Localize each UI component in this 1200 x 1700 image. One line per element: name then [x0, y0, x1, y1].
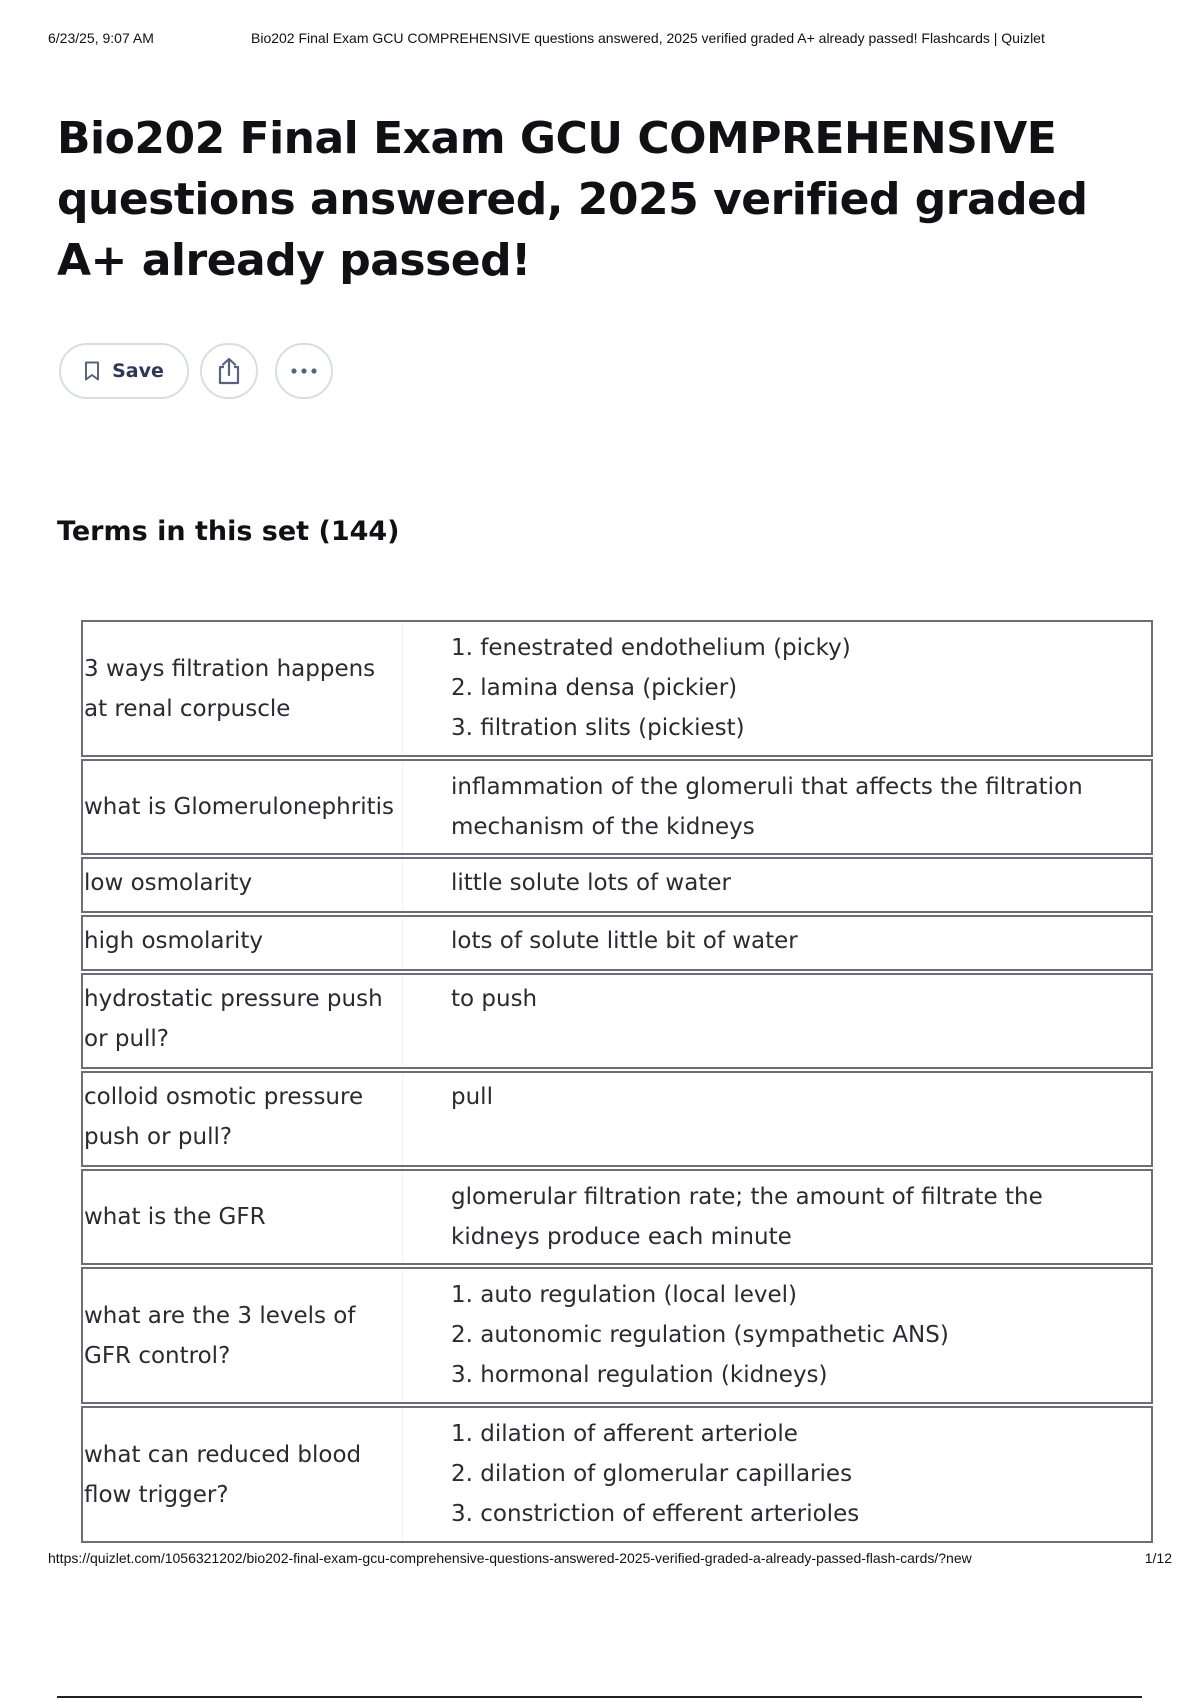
definition-text: little solute lots of water	[451, 870, 731, 896]
print-header	[48, 30, 1172, 50]
more-options-button[interactable]	[275, 343, 333, 399]
term-text: what is the GFR	[83, 1171, 403, 1263]
term-card	[81, 1406, 1153, 1543]
print-doc-title: Bio202 Final Exam GCU COMPREHENSIVE questions answered, 2025 verified graded A+ already passed! Flashcards | Quizlet	[251, 30, 1045, 46]
page-number: 1/12	[1144, 1550, 1172, 1566]
more-options-icon	[290, 367, 318, 375]
term-card	[81, 1071, 1153, 1167]
term-text: high osmolarity	[83, 917, 403, 969]
save-button-label: Save	[112, 360, 164, 382]
definition-text: pull	[451, 1084, 493, 1110]
terms-list	[81, 620, 1153, 1545]
terms-heading: Terms in this set (144)	[57, 516, 400, 547]
save-button[interactable]	[59, 343, 189, 399]
term-text: what is Glomerulonephritis	[83, 761, 403, 853]
page-title: Bio202 Final Exam GCU COMPREHENSIVE questions answered, 2025 verified graded A+ already passed!	[57, 113, 1088, 286]
definition-text: 1. fenestrated endothelium (picky) 2. lamina densa (pickier) 3. filtration slits (pickiest)	[451, 635, 851, 741]
term-text: what can reduced blood flow trigger?	[83, 1408, 403, 1541]
definition-text: inflammation of the glomeruli that affects the filtration mechanism of the kidneys	[451, 774, 1083, 840]
term-text: low osmolarity	[83, 859, 403, 911]
term-text: hydrostatic pressure push or pull?	[83, 975, 403, 1067]
term-text: what are the 3 levels of GFR control?	[83, 1269, 403, 1402]
term-card	[81, 973, 1153, 1069]
definition-text: 1. auto regulation (local level) 2. autonomic regulation (sympathetic ANS) 3. hormonal regulation (kidneys)	[451, 1282, 949, 1388]
term-card	[81, 1169, 1153, 1265]
term-card	[81, 1267, 1153, 1404]
term-card	[81, 620, 1153, 757]
term-text: 3 ways filtration happens at renal corpuscle	[83, 622, 403, 755]
term-card	[81, 759, 1153, 855]
definition-text: to push	[451, 986, 538, 1012]
term-card	[81, 915, 1153, 971]
page-divider	[57, 1696, 1142, 1698]
term-text: colloid osmotic pressure push or pull?	[83, 1073, 403, 1165]
print-url: https://quizlet.com/1056321202/bio202-final-exam-gcu-comprehensive-questions-answered-2025-verified-graded-a-already-passed-flash-cards/?new	[48, 1550, 972, 1566]
bookmark-icon	[84, 361, 100, 381]
share-button[interactable]	[200, 343, 258, 399]
share-icon	[216, 357, 242, 385]
term-card	[81, 857, 1153, 913]
definition-text: 1. dilation of afferent arteriole 2. dilation of glomerular capillaries 3. constriction of efferent arterioles	[451, 1421, 860, 1527]
definition-text: glomerular filtration rate; the amount of filtrate the kidneys produce each minute	[451, 1184, 1043, 1250]
print-date: 6/23/25, 9:07 AM	[48, 30, 154, 46]
definition-text: lots of solute little bit of water	[451, 928, 798, 954]
